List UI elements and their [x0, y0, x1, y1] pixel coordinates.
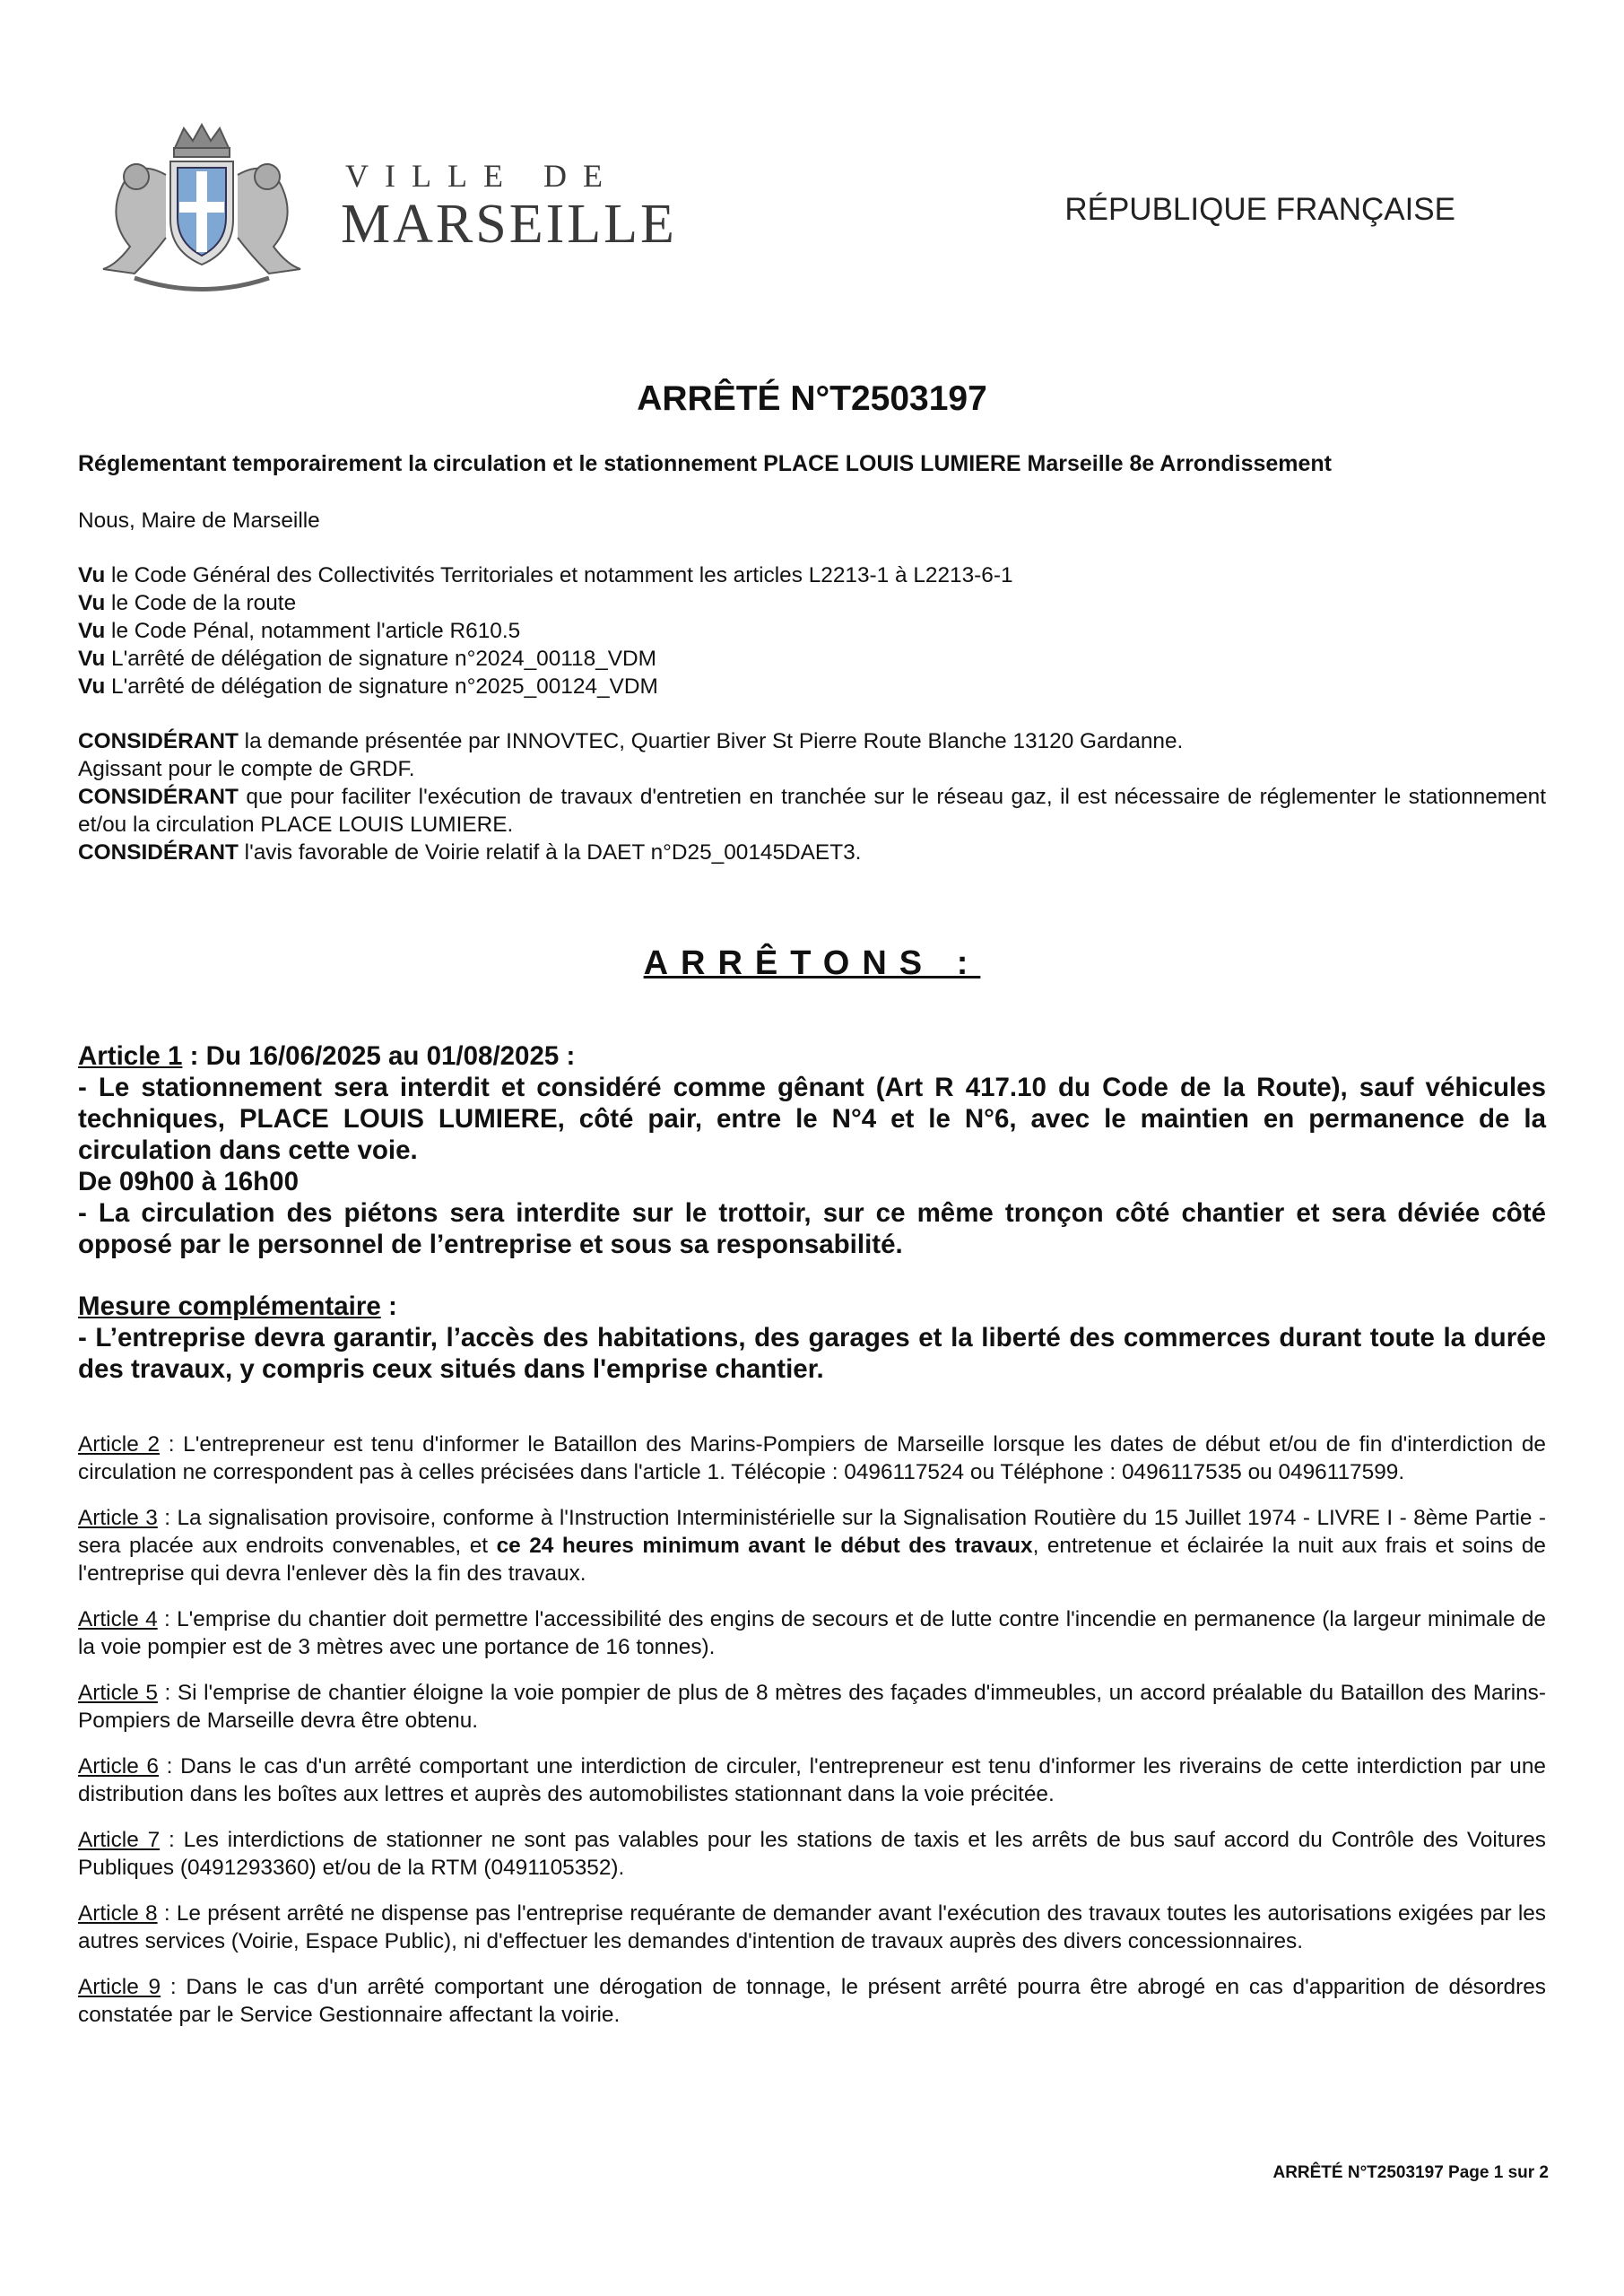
- vu-item: Vu L'arrêté de délégation de signature n°2025_00124_VDM: [78, 674, 658, 699]
- article-7: Article 7 : Les interdictions de stationner ne sont pas valables pour les stations de taxis et les arrêts de bus sauf accord du Contrôle des Voitures Publiques (0491293360) et/ou de la RTM (0491105352).: [78, 1828, 1546, 1880]
- article-4: Article 4 : L'emprise du chantier doit permettre l'accessibilité des engins de secours et de lutte contre l'incendie en permanence (la largeur minimale de la voie pompier est de 3 mètres avec une portance de 16 tonnes).: [78, 1607, 1546, 1659]
- ville-de-marseille-logo: [81, 121, 677, 300]
- mesure-text: - L’entreprise devra garantir, l’accès des habitations, des garages et la liberté des commerces durant toute la durée des travaux, y compris ceux situés dans l'emprise chantier.: [78, 1323, 1546, 1384]
- article-3: Article 3 : La signalisation provisoire, conforme à l'Instruction Interministérielle sur la Signalisation Routière du 15 Juillet 1974 - LIVRE I - 8ème Partie - sera placée aux endroits convenables, et ce 24 heures minimum avant le début des travaux, entretenue et éclairée la nuit aux frais et soins de l'entreprise qui devra l'enlever dès la fin des travaux.: [78, 1506, 1547, 1586]
- arretons-heading: ARRÊTONS :: [643, 944, 981, 982]
- article-1-label: Article 1: [78, 1041, 183, 1071]
- vu-item: Vu le Code Général des Collectivités Territoriales et notamment les articles L2213-1 à L2213-6-1: [78, 563, 1013, 587]
- considerant-1-cont: Agissant pour le compte de GRDF.: [78, 757, 415, 781]
- logo-line1: VILLE DE: [345, 158, 619, 194]
- article-6: Article 6 : Dans le cas d'un arrêté comportant une interdiction de circuler, l'entrepreneur est tenu d'informer les riverains de cette interdiction par une distribution dans les boîtes aux lettres et auprès des automobilistes stationnant dans la voie précitée.: [78, 1754, 1546, 1806]
- article-1: Article 1 : Du 16/06/2025 au 01/08/2025 : - Le stationnement sera interdit et considéré comme gênant (Art R 417.10 du Code de la Route), sauf véhicules techniques, PLACE LOUIS LUMIERE, côté pair, entre le N°4 et le N°6, avec le maintien en permanence de la circulation dans cette voie. De 09h00 à 16h00 - La circulation des piétons sera interdite sur le trottoir, sur ce même tronçon côté chantier et sera déviée côté opposé par le personnel de l’entreprise et sous sa responsabilité. Mesure complémentaire : - L’entreprise devra garantir, l’accès des habitations, des garages et la liberté des commerces durant toute la durée des travaux, y compris ceux situés dans l'emprise chantier.: [78, 1041, 1546, 1384]
- articles: [78, 1431, 1546, 2047]
- vu-list: [78, 561, 1546, 700]
- article-8: Article 8 : Le présent arrêté ne dispense pas l'entreprise requérante de demander avant l'exécution des travaux toutes les autorisations exigées par les autres services (Voirie, Espace Public), ni d'effectuer les demandes d'intention de travaux auprès des divers concessionnaires.: [78, 1901, 1547, 1953]
- vu-item: Vu le Code de la route: [78, 591, 297, 615]
- document-title: ARRÊTÉ N°T2503197: [637, 379, 987, 418]
- article-1-hours: De 09h00 à 16h00: [78, 1167, 299, 1196]
- article-1-p1: - Le stationnement sera interdit et considéré comme gênant (Art R 417.10 du Code de la Route), sauf véhicules techniques, PLACE LOUIS LUMIERE, côté pair, entre le N°4 et le N°6, avec le maintien en permanence de la circulation dans cette voie.: [78, 1073, 1546, 1165]
- article-9: Article 9 : Dans le cas d'un arrêté comportant une dérogation de tonnage, le présent arrêté pourra être abrogé en cas d'apparition de désordres constatée par le Service Gestionnaire affectant la voirie.: [78, 1975, 1546, 2027]
- mesure-label: Mesure complémentaire: [78, 1292, 381, 1321]
- preamble: [78, 450, 1546, 866]
- considerant-2: CONSIDÉRANT que pour faciliter l'exécution de travaux d'entretien en tranchée sur le réseau gaz, il est nécessaire de réglementer le stationnement et/ou la circulation PLACE LOUIS LUMIERE.: [78, 785, 1546, 837]
- subtitle: Réglementant temporairement la circulation et le stationnement PLACE LOUIS LUMIERE Marseille 8e Arrondissement: [78, 451, 1333, 476]
- article-1-p2: - La circulation des piétons sera interdite sur le trottoir, sur ce même tronçon côté chantier et sera déviée côté opposé par le personnel de l’entreprise et sous sa responsabilité.: [78, 1198, 1546, 1259]
- considerant-3: CONSIDÉRANT l'avis favorable de Voirie relatif à la DAET n°D25_00145DAET3.: [78, 840, 862, 865]
- coat-of-arms-icon: [81, 121, 323, 300]
- page-footer: ARRÊTÉ N°T2503197 Page 1 sur 2: [1272, 2163, 1549, 2182]
- considerant-1: CONSIDÉRANT la demande présentée par INNOVTEC, Quartier Biver St Pierre Route Blanche 13120 Gardanne.: [78, 729, 1184, 753]
- logo-line2: MARSEILLE: [341, 194, 677, 255]
- vu-item: Vu le Code Pénal, notamment l'article R610.5: [78, 619, 521, 643]
- intro: Nous, Maire de Marseille: [78, 509, 320, 533]
- article-5: Article 5 : Si l'emprise de chantier éloigne la voie pompier de plus de 8 mètres des façades d'immeubles, un accord préalable du Bataillon des Marins-Pompiers de Marseille devra être obtenu.: [78, 1681, 1546, 1733]
- vu-item: Vu L'arrêté de délégation de signature n°2024_00118_VDM: [78, 647, 656, 671]
- considerants: [78, 727, 1546, 866]
- article-2: Article 2 : L'entrepreneur est tenu d'informer le Bataillon des Marins-Pompiers de Marseille lorsque les dates de début et/ou de fin d'interdiction de circulation ne correspondent pas à celles précisées dans l'article 1. Télécopie : 0496117524 ou Téléphone : 0496117535 ou 0496117599.: [78, 1432, 1546, 1484]
- republique-francaise: RÉPUBLIQUE FRANÇAISE: [1064, 192, 1455, 227]
